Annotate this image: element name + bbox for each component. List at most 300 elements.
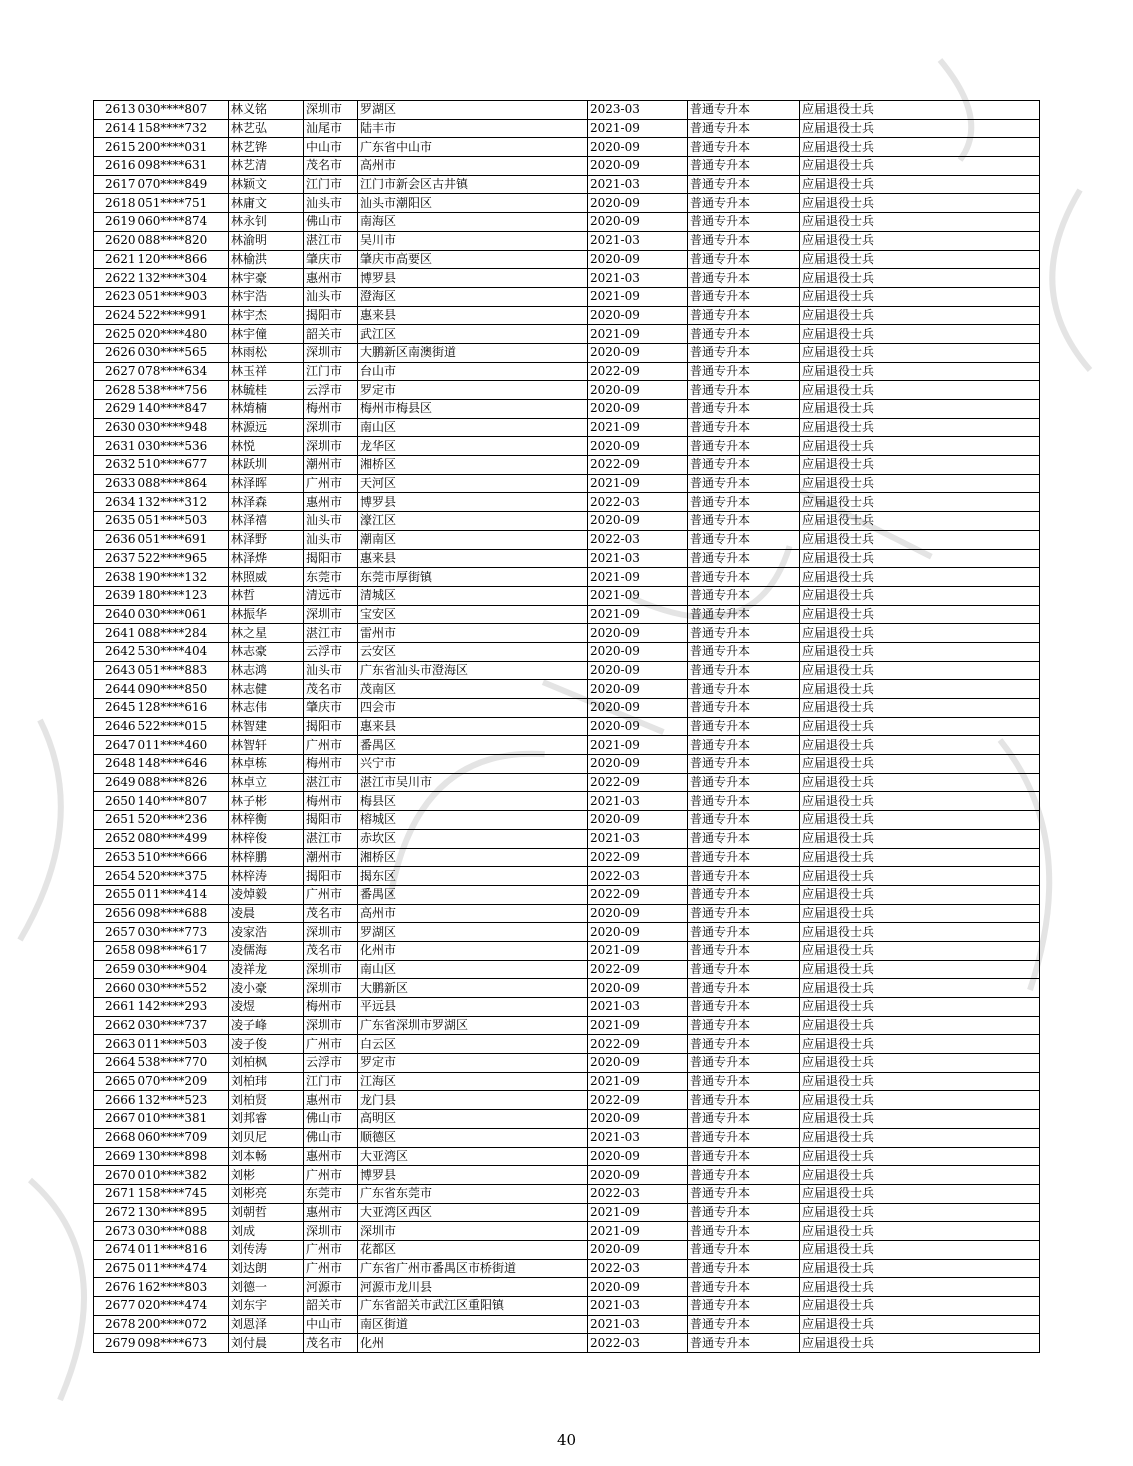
category-cell: 应届退役士兵 [800, 213, 1040, 232]
student-name-cell: 林跃圳 [229, 456, 304, 475]
city-cell: 深圳市 [304, 605, 358, 624]
date-cell: 2022-09 [588, 848, 688, 867]
id-number-cell: 030****536 [137, 437, 229, 456]
category-cell: 应届退役士兵 [800, 1147, 1040, 1166]
student-name-cell: 凌子俊 [229, 1035, 304, 1054]
row-index-cell: 2651 [94, 811, 137, 830]
date-cell: 2021-09 [588, 119, 688, 138]
date-cell: 2020-09 [588, 661, 688, 680]
date-cell: 2020-09 [588, 1240, 688, 1259]
program-cell: 普通专升本 [688, 1315, 800, 1334]
id-number-cell: 088****820 [137, 231, 229, 250]
district-cell: 广东省韶关市武江区重阳镇 [358, 1297, 588, 1316]
category-cell: 应届退役士兵 [800, 287, 1040, 306]
student-name-cell: 林渝明 [229, 231, 304, 250]
district-cell: 番禺区 [358, 885, 588, 904]
program-cell: 普通专升本 [688, 362, 800, 381]
table-row [94, 1240, 1040, 1259]
table-row [94, 1147, 1040, 1166]
city-cell: 揭阳市 [304, 549, 358, 568]
id-number-cell: 128****616 [137, 699, 229, 718]
date-cell: 2022-09 [588, 885, 688, 904]
city-cell: 广州市 [304, 736, 358, 755]
district-cell: 深圳市 [358, 1222, 588, 1241]
date-cell: 2022-03 [588, 1259, 688, 1278]
program-cell: 普通专升本 [688, 213, 800, 232]
district-cell: 花都区 [358, 1240, 588, 1259]
id-number-cell: 158****745 [137, 1184, 229, 1203]
program-cell: 普通专升本 [688, 773, 800, 792]
student-name-cell: 林智轩 [229, 736, 304, 755]
city-cell: 揭阳市 [304, 717, 358, 736]
table-row [94, 194, 1040, 213]
row-index-cell: 2667 [94, 1110, 137, 1129]
program-cell: 普通专升本 [688, 642, 800, 661]
date-cell: 2021-03 [588, 1315, 688, 1334]
city-cell: 云浮市 [304, 381, 358, 400]
student-name-cell: 林之星 [229, 624, 304, 643]
category-cell: 应届退役士兵 [800, 586, 1040, 605]
student-name-cell: 林卓立 [229, 773, 304, 792]
row-index-cell: 2624 [94, 306, 137, 325]
table-row [94, 1016, 1040, 1035]
program-cell: 普通专升本 [688, 1128, 800, 1147]
category-cell: 应届退役士兵 [800, 736, 1040, 755]
date-cell: 2021-09 [588, 418, 688, 437]
program-cell: 普通专升本 [688, 923, 800, 942]
id-number-cell: 020****474 [137, 1297, 229, 1316]
category-cell: 应届退役士兵 [800, 381, 1040, 400]
category-cell: 应届退役士兵 [800, 1072, 1040, 1091]
city-cell: 汕头市 [304, 661, 358, 680]
date-cell: 2021-09 [588, 287, 688, 306]
student-name-cell: 林榆洪 [229, 250, 304, 269]
category-cell: 应届退役士兵 [800, 493, 1040, 512]
program-cell: 普通专升本 [688, 549, 800, 568]
table-row [94, 157, 1040, 176]
category-cell: 应届退役士兵 [800, 101, 1040, 120]
row-index-cell: 2630 [94, 418, 137, 437]
city-cell: 广州市 [304, 885, 358, 904]
category-cell: 应届退役士兵 [800, 456, 1040, 475]
row-index-cell: 2658 [94, 941, 137, 960]
student-name-cell: 刘本畅 [229, 1147, 304, 1166]
date-cell: 2020-09 [588, 1110, 688, 1129]
district-cell: 台山市 [358, 362, 588, 381]
district-cell: 广东省东莞市 [358, 1184, 588, 1203]
program-cell: 普通专升本 [688, 998, 800, 1017]
program-cell: 普通专升本 [688, 493, 800, 512]
row-index-cell: 2619 [94, 213, 137, 232]
category-cell: 应届退役士兵 [800, 231, 1040, 250]
city-cell: 惠州市 [304, 1091, 358, 1110]
category-cell: 应届退役士兵 [800, 605, 1040, 624]
program-cell: 普通专升本 [688, 325, 800, 344]
student-name-cell: 林义铭 [229, 101, 304, 120]
student-name-cell: 刘贝尼 [229, 1128, 304, 1147]
row-index-cell: 2676 [94, 1278, 137, 1297]
student-name-cell: 林志健 [229, 680, 304, 699]
program-cell: 普通专升本 [688, 867, 800, 886]
table-row [94, 474, 1040, 493]
id-number-cell: 190****132 [137, 568, 229, 587]
district-cell: 博罗县 [358, 493, 588, 512]
row-index-cell: 2672 [94, 1203, 137, 1222]
district-cell: 博罗县 [358, 269, 588, 288]
id-number-cell: 148****646 [137, 755, 229, 774]
table-row [94, 848, 1040, 867]
date-cell: 2020-09 [588, 979, 688, 998]
date-cell: 2020-09 [588, 437, 688, 456]
program-cell: 普通专升本 [688, 829, 800, 848]
category-cell: 应届退役士兵 [800, 437, 1040, 456]
id-number-cell: 200****031 [137, 138, 229, 157]
district-cell: 白云区 [358, 1035, 588, 1054]
city-cell: 汕头市 [304, 287, 358, 306]
date-cell: 2021-09 [588, 1072, 688, 1091]
student-name-cell: 刘恩泽 [229, 1315, 304, 1334]
program-cell: 普通专升本 [688, 437, 800, 456]
city-cell: 梅州市 [304, 998, 358, 1017]
date-cell: 2020-09 [588, 381, 688, 400]
student-name-cell: 刘传涛 [229, 1240, 304, 1259]
district-cell: 广东省中山市 [358, 138, 588, 157]
city-cell: 深圳市 [304, 343, 358, 362]
city-cell: 汕头市 [304, 512, 358, 531]
date-cell: 2020-09 [588, 680, 688, 699]
city-cell: 梅州市 [304, 792, 358, 811]
city-cell: 广州市 [304, 1035, 358, 1054]
student-name-cell: 凌子峰 [229, 1016, 304, 1035]
date-cell: 2021-09 [588, 1203, 688, 1222]
program-cell: 普通专升本 [688, 661, 800, 680]
date-cell: 2020-09 [588, 306, 688, 325]
program-cell: 普通专升本 [688, 979, 800, 998]
table-row [94, 119, 1040, 138]
program-cell: 普通专升本 [688, 474, 800, 493]
student-name-cell: 林泽晖 [229, 474, 304, 493]
id-number-cell: 030****948 [137, 418, 229, 437]
program-cell: 普通专升本 [688, 1072, 800, 1091]
row-index-cell: 2623 [94, 287, 137, 306]
id-number-cell: 088****864 [137, 474, 229, 493]
category-cell: 应届退役士兵 [800, 773, 1040, 792]
city-cell: 广州市 [304, 474, 358, 493]
city-cell: 茂名市 [304, 941, 358, 960]
id-number-cell: 051****751 [137, 194, 229, 213]
student-name-cell: 林子彬 [229, 792, 304, 811]
id-number-cell: 522****015 [137, 717, 229, 736]
date-cell: 2021-09 [588, 941, 688, 960]
student-name-cell: 刘达朗 [229, 1259, 304, 1278]
program-cell: 普通专升本 [688, 175, 800, 194]
row-index-cell: 2631 [94, 437, 137, 456]
student-name-cell: 林玉祥 [229, 362, 304, 381]
category-cell: 应届退役士兵 [800, 1240, 1040, 1259]
table-row [94, 979, 1040, 998]
category-cell: 应届退役士兵 [800, 1035, 1040, 1054]
id-number-cell: 130****895 [137, 1203, 229, 1222]
date-cell: 2020-09 [588, 1054, 688, 1073]
city-cell: 茂名市 [304, 904, 358, 923]
date-cell: 2021-03 [588, 829, 688, 848]
id-number-cell: 030****552 [137, 979, 229, 998]
category-cell: 应届退役士兵 [800, 755, 1040, 774]
row-index-cell: 2679 [94, 1334, 137, 1353]
student-name-cell: 刘朝哲 [229, 1203, 304, 1222]
id-number-cell: 520****375 [137, 867, 229, 886]
district-cell: 龙门县 [358, 1091, 588, 1110]
category-cell: 应届退役士兵 [800, 661, 1040, 680]
date-cell: 2020-09 [588, 642, 688, 661]
row-index-cell: 2652 [94, 829, 137, 848]
category-cell: 应届退役士兵 [800, 530, 1040, 549]
row-index-cell: 2620 [94, 231, 137, 250]
student-name-cell: 刘付晨 [229, 1334, 304, 1353]
id-number-cell: 098****617 [137, 941, 229, 960]
district-cell: 湘桥区 [358, 456, 588, 475]
table-row [94, 250, 1040, 269]
program-cell: 普通专升本 [688, 343, 800, 362]
category-cell: 应届退役士兵 [800, 1222, 1040, 1241]
date-cell: 2022-09 [588, 1035, 688, 1054]
table-row [94, 362, 1040, 381]
date-cell: 2021-03 [588, 175, 688, 194]
student-name-cell: 刘柏玮 [229, 1072, 304, 1091]
district-cell: 潮南区 [358, 530, 588, 549]
table-row [94, 642, 1040, 661]
district-cell: 广东省汕头市澄海区 [358, 661, 588, 680]
date-cell: 2021-09 [588, 1222, 688, 1241]
district-cell: 天河区 [358, 474, 588, 493]
row-index-cell: 2668 [94, 1128, 137, 1147]
city-cell: 深圳市 [304, 1016, 358, 1035]
student-name-cell: 凌家浩 [229, 923, 304, 942]
program-cell: 普通专升本 [688, 101, 800, 120]
id-number-cell: 538****770 [137, 1054, 229, 1073]
row-index-cell: 2660 [94, 979, 137, 998]
row-index-cell: 2644 [94, 680, 137, 699]
student-name-cell: 刘柏贤 [229, 1091, 304, 1110]
date-cell: 2023-03 [588, 101, 688, 120]
row-index-cell: 2622 [94, 269, 137, 288]
date-cell: 2021-09 [588, 1016, 688, 1035]
category-cell: 应届退役士兵 [800, 829, 1040, 848]
category-cell: 应届退役士兵 [800, 848, 1040, 867]
date-cell: 2020-09 [588, 157, 688, 176]
row-index-cell: 2614 [94, 119, 137, 138]
category-cell: 应届退役士兵 [800, 1259, 1040, 1278]
program-cell: 普通专升本 [688, 1110, 800, 1129]
table-row [94, 586, 1040, 605]
table-row [94, 699, 1040, 718]
district-cell: 湘桥区 [358, 848, 588, 867]
program-cell: 普通专升本 [688, 1166, 800, 1185]
row-index-cell: 2669 [94, 1147, 137, 1166]
table-row [94, 960, 1040, 979]
district-cell: 武江区 [358, 325, 588, 344]
student-name-cell: 刘东宇 [229, 1297, 304, 1316]
date-cell: 2020-09 [588, 755, 688, 774]
program-cell: 普通专升本 [688, 269, 800, 288]
district-cell: 惠来县 [358, 549, 588, 568]
row-index-cell: 2613 [94, 101, 137, 120]
program-cell: 普通专升本 [688, 941, 800, 960]
id-number-cell: 011****460 [137, 736, 229, 755]
city-cell: 揭阳市 [304, 811, 358, 830]
row-index-cell: 2615 [94, 138, 137, 157]
student-name-cell: 林梓俊 [229, 829, 304, 848]
date-cell: 2020-09 [588, 400, 688, 419]
row-index-cell: 2678 [94, 1315, 137, 1334]
district-cell: 河源市龙川县 [358, 1278, 588, 1297]
id-number-cell: 011****414 [137, 885, 229, 904]
city-cell: 深圳市 [304, 923, 358, 942]
district-cell: 清城区 [358, 586, 588, 605]
date-cell: 2020-09 [588, 512, 688, 531]
table-row [94, 287, 1040, 306]
row-index-cell: 2616 [94, 157, 137, 176]
category-cell: 应届退役士兵 [800, 811, 1040, 830]
date-cell: 2020-09 [588, 194, 688, 213]
program-cell: 普通专升本 [688, 904, 800, 923]
city-cell: 茂名市 [304, 680, 358, 699]
category-cell: 应届退役士兵 [800, 418, 1040, 437]
city-cell: 惠州市 [304, 1203, 358, 1222]
date-cell: 2020-09 [588, 213, 688, 232]
date-cell: 2020-09 [588, 904, 688, 923]
district-cell: 化州市 [358, 941, 588, 960]
student-name-cell: 林颖文 [229, 175, 304, 194]
district-cell: 顺德区 [358, 1128, 588, 1147]
row-index-cell: 2634 [94, 493, 137, 512]
district-cell: 吴川市 [358, 231, 588, 250]
student-name-cell: 林源远 [229, 418, 304, 437]
table-row [94, 1035, 1040, 1054]
table-row [94, 1222, 1040, 1241]
table-row [94, 269, 1040, 288]
table-row [94, 138, 1040, 157]
row-index-cell: 2621 [94, 250, 137, 269]
city-cell: 深圳市 [304, 979, 358, 998]
program-cell: 普通专升本 [688, 717, 800, 736]
category-cell: 应届退役士兵 [800, 1110, 1040, 1129]
city-cell: 广州市 [304, 1259, 358, 1278]
city-cell: 梅州市 [304, 400, 358, 419]
city-cell: 湛江市 [304, 624, 358, 643]
row-index-cell: 2659 [94, 960, 137, 979]
student-name-cell: 凌焯毅 [229, 885, 304, 904]
row-index-cell: 2657 [94, 923, 137, 942]
program-cell: 普通专升本 [688, 848, 800, 867]
city-cell: 佛山市 [304, 1128, 358, 1147]
id-number-cell: 060****874 [137, 213, 229, 232]
program-cell: 普通专升本 [688, 811, 800, 830]
table-row [94, 343, 1040, 362]
city-cell: 肇庆市 [304, 250, 358, 269]
date-cell: 2020-09 [588, 343, 688, 362]
student-name-cell: 凌小豪 [229, 979, 304, 998]
row-index-cell: 2642 [94, 642, 137, 661]
date-cell: 2022-03 [588, 867, 688, 886]
district-cell: 大亚湾区西区 [358, 1203, 588, 1222]
category-cell: 应届退役士兵 [800, 699, 1040, 718]
district-cell: 陆丰市 [358, 119, 588, 138]
student-name-cell: 刘柏枫 [229, 1054, 304, 1073]
category-cell: 应届退役士兵 [800, 717, 1040, 736]
row-index-cell: 2649 [94, 773, 137, 792]
id-number-cell: 051****903 [137, 287, 229, 306]
program-cell: 普通专升本 [688, 381, 800, 400]
row-index-cell: 2661 [94, 998, 137, 1017]
city-cell: 佛山市 [304, 1110, 358, 1129]
district-cell: 广东省深圳市罗湖区 [358, 1016, 588, 1035]
row-index-cell: 2626 [94, 343, 137, 362]
admission-table [93, 100, 1040, 1353]
date-cell: 2022-03 [588, 493, 688, 512]
district-cell: 罗定市 [358, 1054, 588, 1073]
district-cell: 梅县区 [358, 792, 588, 811]
date-cell: 2021-03 [588, 998, 688, 1017]
id-number-cell: 030****807 [137, 101, 229, 120]
date-cell: 2021-03 [588, 549, 688, 568]
id-number-cell: 098****631 [137, 157, 229, 176]
table-row [94, 811, 1040, 830]
district-cell: 高州市 [358, 904, 588, 923]
city-cell: 广州市 [304, 1240, 358, 1259]
id-number-cell: 011****503 [137, 1035, 229, 1054]
program-cell: 普通专升本 [688, 418, 800, 437]
category-cell: 应届退役士兵 [800, 400, 1040, 419]
id-number-cell: 030****904 [137, 960, 229, 979]
id-number-cell: 130****898 [137, 1147, 229, 1166]
program-cell: 普通专升本 [688, 1278, 800, 1297]
id-number-cell: 011****816 [137, 1240, 229, 1259]
id-number-cell: 522****991 [137, 306, 229, 325]
program-cell: 普通专升本 [688, 194, 800, 213]
table-row [94, 1110, 1040, 1129]
category-cell: 应届退役士兵 [800, 904, 1040, 923]
table-row [94, 998, 1040, 1017]
program-cell: 普通专升本 [688, 1222, 800, 1241]
table-row [94, 1091, 1040, 1110]
district-cell: 茂南区 [358, 680, 588, 699]
category-cell: 应届退役士兵 [800, 362, 1040, 381]
id-number-cell: 522****965 [137, 549, 229, 568]
row-index-cell: 2670 [94, 1166, 137, 1185]
row-index-cell: 2641 [94, 624, 137, 643]
student-name-cell: 林泽森 [229, 493, 304, 512]
table-row [94, 1072, 1040, 1091]
id-number-cell: 070****209 [137, 1072, 229, 1091]
student-name-cell: 林振华 [229, 605, 304, 624]
row-index-cell: 2656 [94, 904, 137, 923]
program-cell: 普通专升本 [688, 157, 800, 176]
city-cell: 云浮市 [304, 1054, 358, 1073]
table-row [94, 941, 1040, 960]
id-number-cell: 051****883 [137, 661, 229, 680]
id-number-cell: 090****850 [137, 680, 229, 699]
program-cell: 普通专升本 [688, 605, 800, 624]
district-cell: 濠江区 [358, 512, 588, 531]
program-cell: 普通专升本 [688, 1334, 800, 1353]
id-number-cell: 030****088 [137, 1222, 229, 1241]
category-cell: 应届退役士兵 [800, 1128, 1040, 1147]
category-cell: 应届退役士兵 [800, 1016, 1040, 1035]
city-cell: 广州市 [304, 1166, 358, 1185]
id-number-cell: 180****123 [137, 586, 229, 605]
table-row [94, 456, 1040, 475]
